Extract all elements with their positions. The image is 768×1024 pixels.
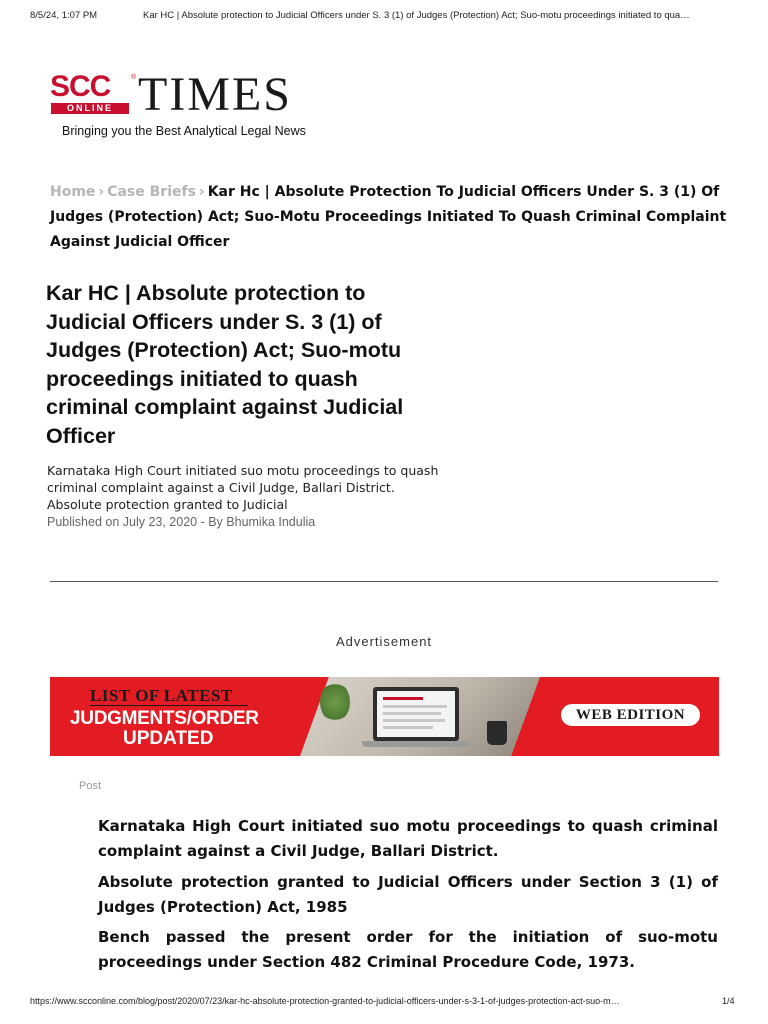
print-header bbox=[0, 0, 768, 28]
ad-text-panel bbox=[50, 677, 300, 756]
article-byline: Published on July 23, 2020 - By Bhumika Indulia bbox=[47, 515, 316, 529]
breadcrumb-current: Kar Hc | Absolute Protection To Judicial Officers Under S. 3 (1) Of Judges (Protection) Act; Suo-Motu Proceedings Initiated To Quash Criminal Complaint Against Judicial Officer bbox=[50, 184, 727, 250]
post-paragraph-3: Bench passed the present order for the initiation of suo-motu proceedings under Section 482 Criminal Procedure Code, 1973. bbox=[98, 928, 718, 971]
logo-scc-text: SCC bbox=[50, 70, 111, 103]
mug-icon bbox=[487, 721, 507, 745]
logo-times-text: TIMES bbox=[138, 68, 292, 121]
web-edition-badge: WEB EDITION bbox=[561, 704, 700, 726]
post-paragraph-1: Karnataka High Court initiated suo motu proceedings to quash criminal complaint against a Civil Judge, Ballari District. bbox=[98, 817, 718, 860]
site-tagline: Bringing you the Best Analytical Legal News bbox=[62, 124, 306, 138]
advertisement-label: Advertisement bbox=[335, 634, 433, 649]
print-page-title: Kar HC | Absolute protection to Judicial Officers under S. 3 (1) of Judges (Protection) Act; Suo-motu proceedings initiated to qua… bbox=[143, 10, 690, 21]
breadcrumb-separator: › bbox=[98, 184, 105, 200]
ad-line-list-of-latest: LIST OF LATEST bbox=[90, 686, 233, 705]
scc-times-logo[interactable] bbox=[50, 68, 350, 122]
laptop-screen-content bbox=[377, 691, 455, 737]
article-excerpt: Karnataka High Court initiated suo motu proceedings to quash criminal complaint against a Civil Judge, Ballari District. Absolute protection granted to Judicial bbox=[47, 463, 439, 512]
post-label: Post bbox=[79, 780, 102, 792]
laptop-base bbox=[362, 741, 470, 747]
print-page-indicator: 1/4 bbox=[722, 996, 735, 1006]
ad-underline bbox=[90, 705, 248, 706]
logo-online-text: ONLINE bbox=[51, 103, 129, 114]
breadcrumb-separator: › bbox=[198, 184, 205, 200]
print-footer bbox=[0, 996, 768, 1012]
logo-registered-mark: ® bbox=[131, 74, 137, 81]
print-footer-url: https://www.scconline.com/blog/post/2020/07/23/kar-hc-absolute-protection-granted-to-judicial-officers-under-s-3-1-of-judges-protection-act-suo-m… bbox=[30, 996, 620, 1006]
breadcrumb-case-briefs-link[interactable]: Case Briefs bbox=[107, 184, 196, 200]
breadcrumb bbox=[50, 180, 730, 255]
ad-line-judgments: JUDGMENTS/ORDER bbox=[70, 708, 259, 729]
article-headline: Kar HC | Absolute protection to Judicial Officers under S. 3 (1) of Judges (Protection) Act; Suo-motu proceedings initiated to quash criminal complaint against Judicial Officer bbox=[46, 281, 404, 448]
ad-line-updated: UPDATED bbox=[123, 728, 214, 749]
print-timestamp: 8/5/24, 1:07 PM bbox=[30, 10, 98, 21]
section-divider bbox=[50, 581, 718, 582]
post-paragraph-2: Absolute protection granted to Judicial Officers under Section 3 (1) of Judges (Protection) Act, 1985 bbox=[98, 873, 718, 916]
plant-icon bbox=[320, 682, 350, 722]
breadcrumb-home-link[interactable]: Home bbox=[50, 184, 96, 200]
advertisement-banner[interactable] bbox=[50, 677, 719, 756]
